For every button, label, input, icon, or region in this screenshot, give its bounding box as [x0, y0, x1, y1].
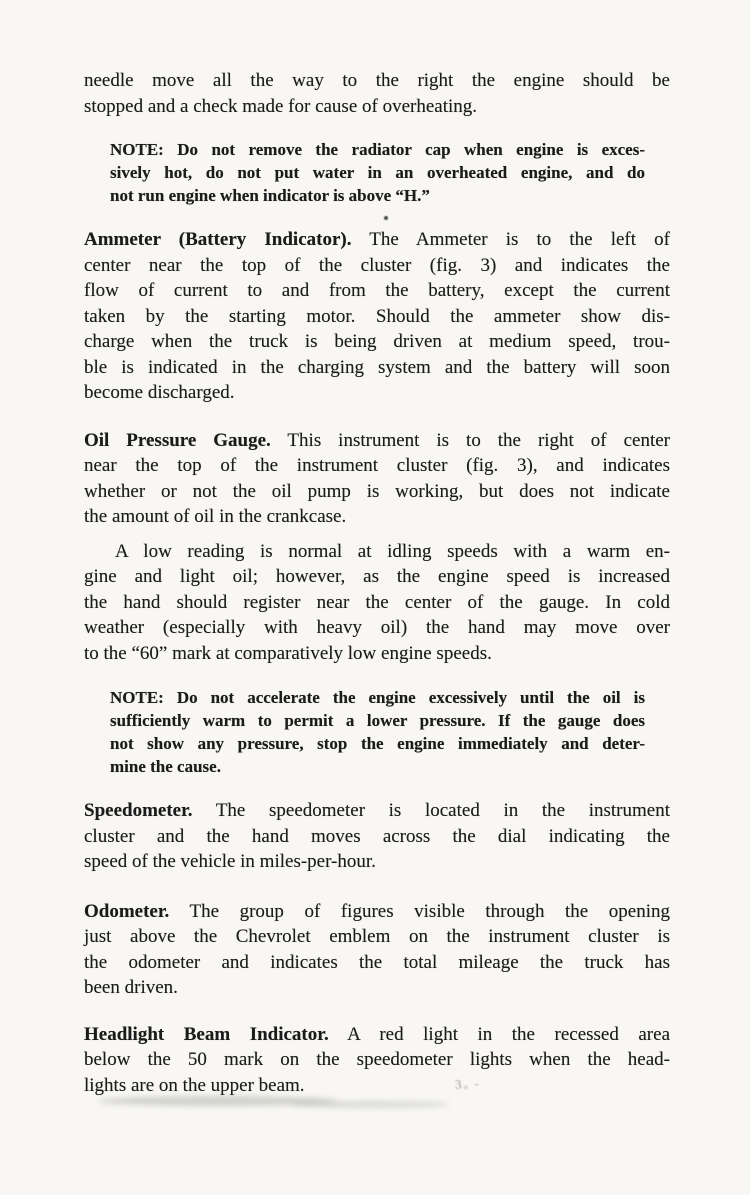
text-line: mine the cause. — [110, 757, 221, 776]
section-heading: Headlight Beam Indicator. — [84, 1023, 329, 1045]
text-line: Headlight Beam Indicator. A red light in the recessed area — [84, 1023, 670, 1045]
text-line: not run engine when indicator is above “H.” — [110, 186, 430, 205]
scan-smudge — [290, 1101, 450, 1108]
text-line: Ammeter (Battery Indicator). The Ammeter is to the left of — [84, 229, 670, 250]
text-line: been driven. — [84, 977, 178, 998]
text-line: the hand should register near the center of the gauge. In cold — [84, 591, 670, 613]
text-line: whether or not the oil pump is working, but does not indicate — [84, 480, 670, 502]
text-line: the amount of oil in the crankcase. — [84, 506, 347, 527]
headlight-beam-indicator-paragraph — [84, 1022, 670, 1099]
text-line: flow of current to and from the battery, except the current — [84, 280, 670, 301]
text-line: NOTE: Do not remove the radiator cap when engine is exces- — [110, 140, 645, 159]
section-heading: Speedometer. — [84, 800, 193, 821]
text-line: the odometer and indicates the total mileage the truck has — [84, 951, 670, 973]
text-line: just above the Chevrolet emblem on the instrument cluster is — [84, 926, 670, 947]
text-line: ble is indicated in the charging system and the battery will soon — [84, 356, 670, 378]
text-line: lights are on the upper beam. — [84, 1074, 305, 1096]
text-line: to the “60” mark at comparatively low engine speeds. — [84, 642, 492, 664]
text-line: not show any pressure, stop the engine immediately and deter- — [110, 734, 645, 753]
text-line: NOTE: Do not accelerate the engine excessively until the oil is — [110, 688, 645, 707]
overheating-continuation-paragraph — [84, 68, 670, 119]
ammeter-paragraph — [84, 227, 670, 406]
oil-pressure-gauge-paragraph — [84, 428, 670, 530]
text-line: Speedometer. The speedometer is located in the instrument — [84, 800, 670, 821]
text-line: sively hot, do not put water in an overheated engine, and do — [110, 163, 645, 182]
text-line: weather (especially with heavy oil) the hand may move over — [84, 617, 670, 638]
text-line: sufficiently warm to permit a lower pressure. If the gauge does — [110, 711, 645, 730]
text-line: center near the top of the cluster (fig. 3) and indicates the — [84, 254, 670, 276]
text-line: near the top of the instrument cluster (fig. 3), and indicates — [84, 455, 670, 476]
text-line: Oil Pressure Gauge. This instrument is to the right of center — [84, 429, 670, 451]
oil-pressure-note — [110, 686, 645, 778]
text-line: taken by the starting motor. Should the ammeter show dis- — [84, 305, 670, 327]
text-line: become discharged. — [84, 382, 235, 403]
section-heading: Oil Pressure Gauge. — [84, 429, 271, 451]
text-line: gine and light oil; however, as the engine speed is increased — [84, 566, 670, 587]
text-line: below the 50 mark on the speedometer lights when the head- — [84, 1049, 670, 1070]
text-line: needle move all the way to the right the engine should be — [84, 70, 670, 91]
text-line: stopped and a check made for cause of overheating. — [84, 95, 478, 117]
section-heading: Odometer. — [84, 900, 170, 922]
text-line: charge when the truck is being driven at medium speed, trou- — [84, 331, 670, 352]
oil-low-reading-paragraph — [84, 539, 670, 667]
text-line: Odometer. The group of figures visible through the opening — [84, 900, 670, 922]
text-line: cluster and the hand moves across the dial indicating the — [84, 825, 670, 847]
text-line: A low reading is normal at idling speeds with a warm en- — [115, 540, 670, 562]
speedometer-paragraph — [84, 798, 670, 875]
text-line: speed of the vehicle in miles-per-hour. — [84, 851, 376, 872]
pencil-mark-artifact: 3ₒ ˗ — [454, 1075, 482, 1092]
section-heading: Ammeter (Battery Indicator). — [84, 229, 352, 250]
odometer-paragraph — [84, 899, 670, 1001]
ink-dot-artifact — [384, 216, 388, 220]
radiator-cap-note — [110, 138, 645, 207]
